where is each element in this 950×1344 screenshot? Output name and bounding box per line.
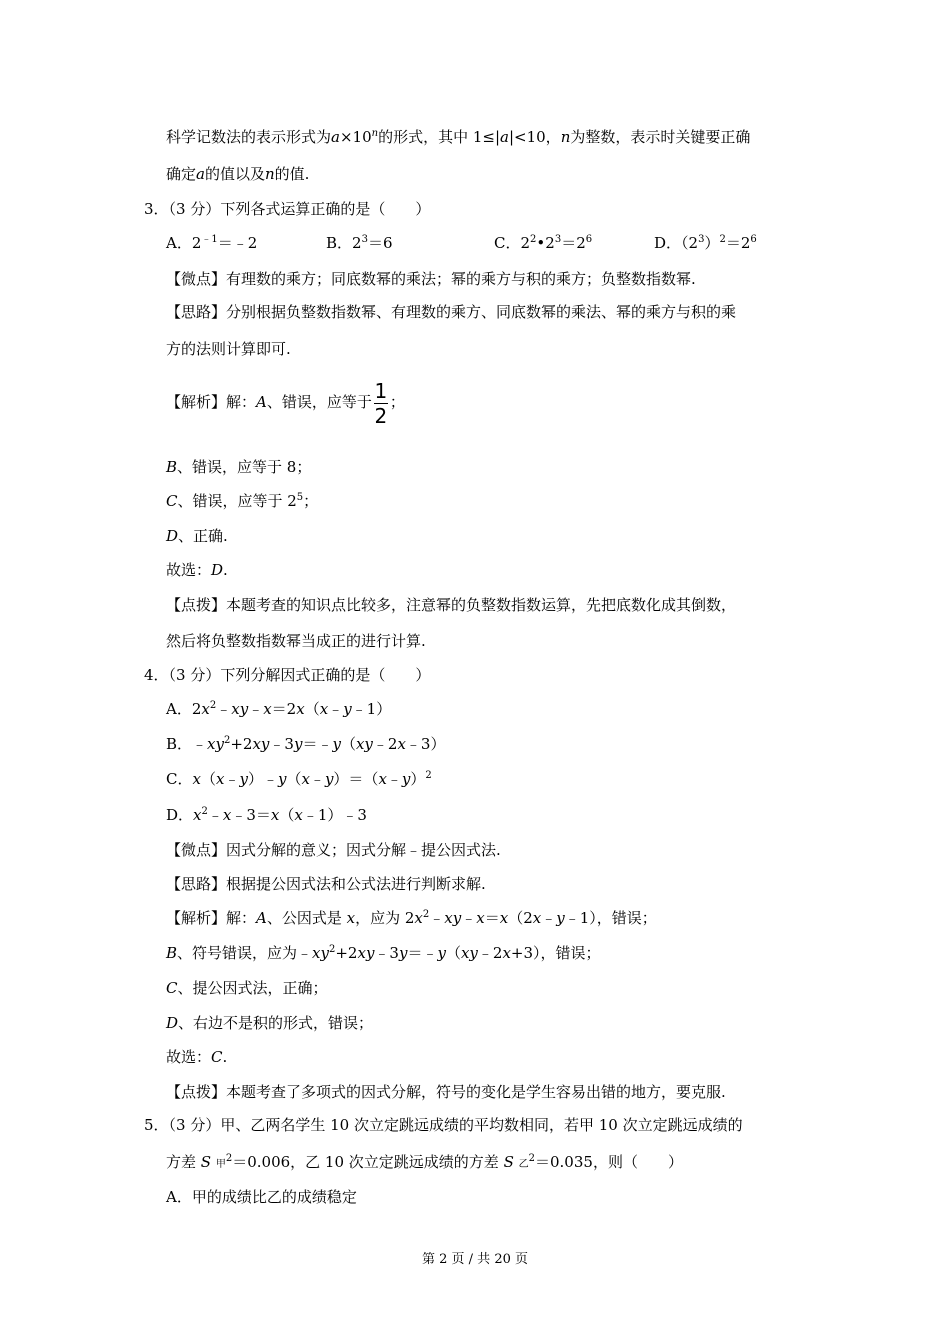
q3-c-line: C、错误，应等于 $2^5$； xyxy=(166,492,319,510)
q3-silu-2: 方的法则计算即可. xyxy=(166,340,291,358)
text: 为整数，表示时关键要正确 xyxy=(570,128,751,146)
q3-jiexi: 【解析】解：A、错误，应等于 $\frac{1}{2}$ ； xyxy=(166,378,405,428)
text: 的形式，其中 1≤| xyxy=(378,128,501,146)
q4-b-line: B、符号错误，应为$﹣xy^2+2xy﹣3y=﹣y(xy﹣2x+3)$，错误； xyxy=(166,944,601,962)
text: 科学记数法的表示形式为 xyxy=(166,128,332,146)
q4-c-line: C、提公因式法，正确； xyxy=(166,979,328,997)
q4-option-d: D．$x^2﹣x﹣3=x(x﹣1)﹣3$ xyxy=(166,806,367,824)
q4-stem: 4．（3 分）下列分解因式正确的是（ ） xyxy=(144,666,431,684)
var-a: a xyxy=(500,128,509,146)
q3-options xyxy=(166,233,757,253)
q3-option-b: B．$2^3=6$ xyxy=(326,234,393,252)
var-n: n xyxy=(264,165,275,183)
q3-silu-1: 【思路】分别根据负整数指数幂、有理数的乘方、同底数幂的乘法、幂的乘方与积的乘 xyxy=(166,303,737,321)
q3-option-c: C．$2^2•2^3=2^6$ xyxy=(494,234,593,252)
q4-option-b: B．$﹣xy^2+2xy﹣3y=﹣y(xy﹣2x﹣3)$ xyxy=(166,735,446,753)
var-a: a xyxy=(196,165,205,183)
var-a: a xyxy=(331,128,340,146)
fraction-one-half: $\frac{1}{2}$ xyxy=(374,378,388,428)
q4-option-c: C．x（x﹣y）﹣y（x﹣y）＝（x﹣y）$^2$ xyxy=(166,770,432,788)
intro-line-1 xyxy=(166,127,750,147)
q3-option-d: D．$(2^3)^2=2^6$ xyxy=(654,234,757,252)
text: |<10， xyxy=(508,128,561,146)
q3-dianbo-1: 【点拨】本题考查的知识点比较多，注意幂的负整数指数运算，先把底数化成其倒数， xyxy=(166,596,737,614)
q4-guxuan: 故选：C. xyxy=(166,1048,228,1066)
q3-weidian: 【微点】有理数的乘方；同底数幂的乘法；幂的乘方与积的乘方；负整数指数幂. xyxy=(166,270,696,288)
text: 的值. xyxy=(274,165,310,183)
q4-weidian: 【微点】因式分解的意义；因式分解﹣提公因式法. xyxy=(166,841,501,859)
q4-d-line: D、右边不是积的形式，错误； xyxy=(166,1014,374,1032)
q5-stem-2: 方差 S $_甲^2$＝0.006，乙 10 次立定跳远成绩的方差 S $_乙^2$＝0.035，则（ ） xyxy=(166,1153,683,1171)
text: 确定 xyxy=(166,165,197,183)
intro-line-2 xyxy=(166,164,309,184)
var-n: n xyxy=(560,128,571,146)
q5-option-a: A．甲的成绩比乙的成绩稳定 xyxy=(166,1188,357,1206)
q5-stem-1: 5．（3 分）甲、乙两名学生 10 次立定跳远成绩的平均数相同，若甲 10 次立定跳远成绩的 xyxy=(144,1116,743,1134)
q3-d-line: D、正确. xyxy=(166,527,228,545)
q3-dianbo-2: 然后将负整数指数幂当成正的进行计算. xyxy=(166,632,426,650)
var-n: n xyxy=(371,128,379,139)
q4-option-a: A．$2x^2﹣xy﹣x=2x(x﹣y﹣1)$ xyxy=(166,700,392,718)
q3-guxuan: 故选：D. xyxy=(166,561,228,579)
text: 的值以及 xyxy=(204,165,265,183)
page-footer: 第 2 页 / 共 20 页 xyxy=(422,1252,528,1267)
q3-stem: 3．（3 分）下列各式运算正确的是（ ） xyxy=(144,200,431,218)
q3-option-a: A．$2^{﹣1}=﹣2$ xyxy=(166,234,258,252)
q4-dianbo: 【点拨】本题考查了多项式的因式分解，符号的变化是学生容易出错的地方，要克服. xyxy=(166,1083,726,1101)
q4-silu: 【思路】根据提公因式法和公式法进行判断求解. xyxy=(166,875,486,893)
q4-jiexi: 【解析】解：A、公因式是 x，应为 $2x^2﹣xy﹣x=x(2x﹣y﹣1)$，错误； xyxy=(166,909,657,927)
q3-b-line: B、错误，应等于 8； xyxy=(166,458,312,476)
text: ×10 xyxy=(339,128,372,146)
